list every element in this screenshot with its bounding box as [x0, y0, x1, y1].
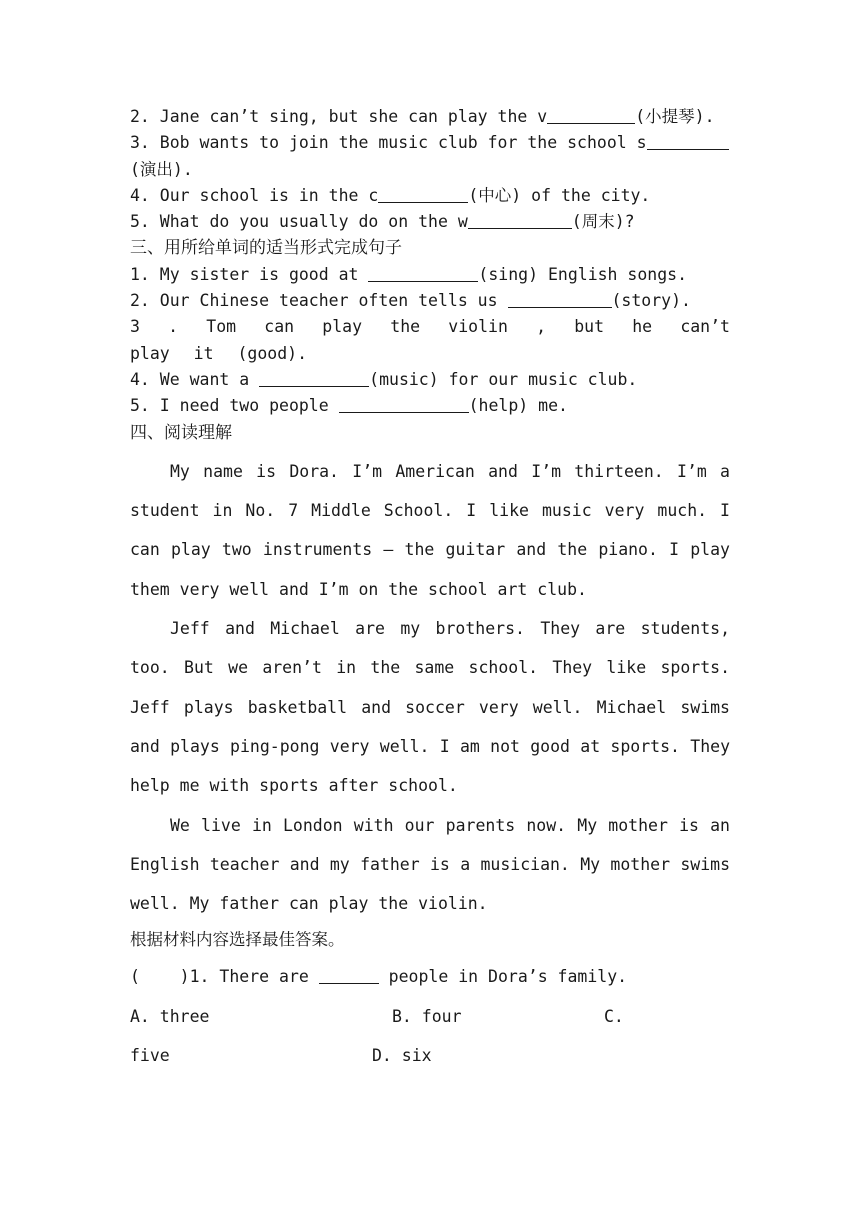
item-hint: (演出).: [130, 159, 193, 179]
item-hint: (music) for our music club.: [369, 369, 638, 389]
question-text: ( )1. There are: [130, 967, 319, 987]
section4-title: 四、阅读理解: [130, 422, 232, 443]
section3-title: 三、用所给单词的适当形式完成句子: [130, 238, 402, 259]
question-instruction: 根据材料内容选择最佳答案。: [130, 930, 345, 950]
answer-blank[interactable]: [647, 133, 729, 150]
answer-blank[interactable]: [468, 212, 572, 229]
item-hint: (help) me.: [468, 396, 568, 416]
worksheet-page: [130, 104, 730, 1075]
item-text: 5. What do you usually do on the w: [130, 212, 468, 232]
item-hint: (sing) English songs.: [478, 264, 688, 284]
answer-blank[interactable]: [368, 265, 478, 282]
answer-blank[interactable]: [508, 291, 612, 308]
item-hint: (小提琴).: [635, 107, 715, 126]
option-a[interactable]: A. three: [130, 1006, 210, 1026]
answer-blank[interactable]: [259, 370, 369, 387]
passage-paragraph-3: We live in London with our parents now. My mother is an English teacher and my father is a musician. My mother swims well. My father can play the violin.: [130, 815, 730, 914]
section2-item-5: [130, 209, 730, 235]
section2-item-4: [130, 183, 730, 209]
section3-item-5: [130, 393, 730, 419]
answer-blank[interactable]: [319, 967, 379, 984]
section2-item-3: [130, 130, 730, 183]
section3-item-3: 3 . Tom can play the violin , but he can’t play it (good).: [130, 317, 730, 363]
question-1: [130, 957, 730, 996]
item-hint: (story).: [611, 291, 691, 311]
section3-item-1: [130, 262, 730, 288]
item-text: 2. Our Chinese teacher often tells us: [130, 291, 508, 311]
item-text: 3. Bob wants to join the music club for the school s: [130, 133, 647, 153]
item-text: 4. Our school is in the c: [130, 185, 379, 205]
item-hint: (周末)?: [571, 212, 635, 232]
section3-item-2: [130, 288, 730, 314]
answer-blank[interactable]: [378, 186, 468, 203]
answer-blank[interactable]: [547, 107, 635, 124]
option-b[interactable]: B. four: [392, 1006, 462, 1026]
item-hint: (中心) of the city.: [468, 185, 651, 205]
question-1-options-row-1: [130, 997, 730, 1036]
passage-paragraph-2: Jeff and Michael are my brothers. They are students, too. But we aren’t in the same school. They like sports. Jeff plays basketball and soccer very well. Michael swims and plays ping-pong very well. I am not good at sports. They help me with sports after school.: [130, 619, 730, 796]
option-c[interactable]: C.: [604, 1006, 624, 1026]
passage-paragraph-1: My name is Dora. I’m American and I’m thirteen. I’m a student in No. 7 Middle School. I like music very much. I can play two instruments — the guitar and the piano. I play them very well and I’m on the school art club.: [130, 461, 730, 599]
item-text: 4. We want a: [130, 369, 260, 389]
answer-blank[interactable]: [339, 396, 469, 413]
option-d[interactable]: D. six: [372, 1046, 432, 1066]
item-text: 2. Jane can’t sing, but she can play the v: [130, 107, 548, 126]
reading-passage: [130, 452, 730, 924]
section2-item-2: [130, 104, 730, 130]
item-text: 1. My sister is good at: [130, 264, 369, 284]
section3-item-4: [130, 367, 730, 393]
item-text: 5. I need two people: [130, 396, 339, 416]
question-1-options-row-2: [130, 1036, 730, 1075]
option-c-text[interactable]: five: [130, 1046, 170, 1066]
question-text-end: people in Dora’s family.: [378, 967, 628, 987]
